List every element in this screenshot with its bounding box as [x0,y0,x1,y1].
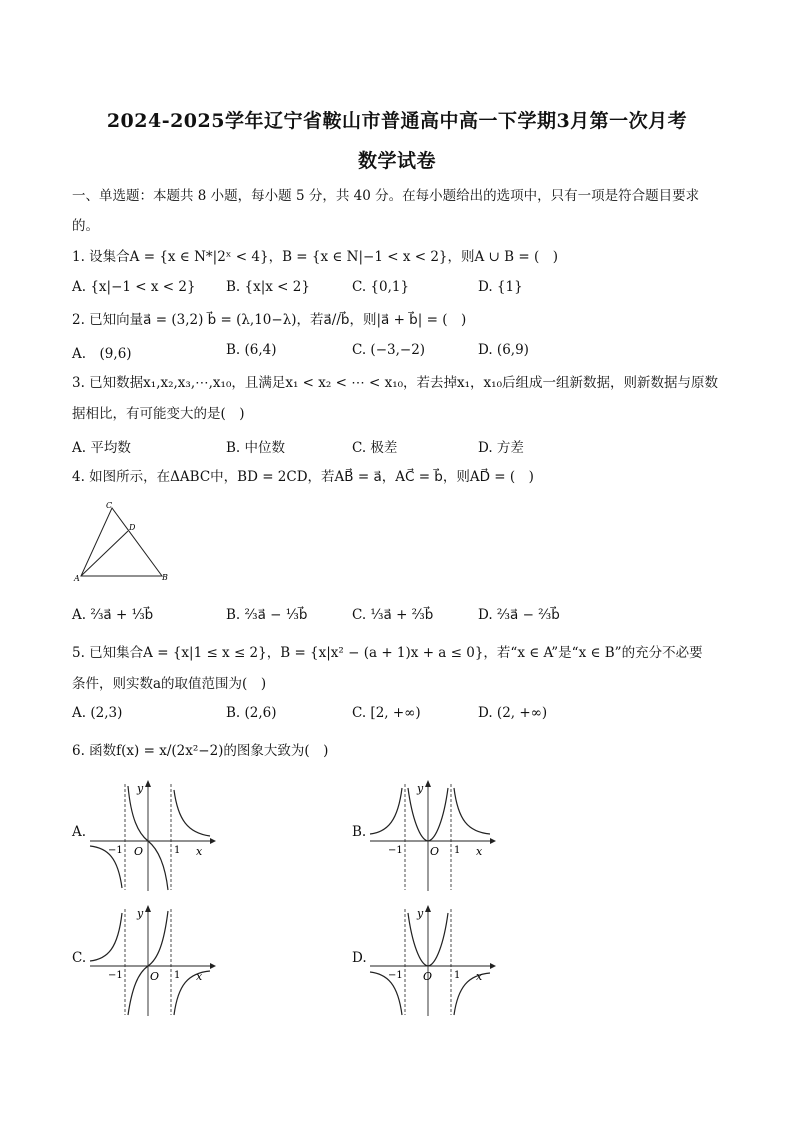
origin-label: O [430,845,440,858]
origin-label: O [134,845,144,858]
segment-ad [81,531,128,576]
tick-label-one: 1 [174,845,181,856]
question-4-stem: 4. 如图所示，在ΔABC中，BD = 2CD，若AB⃗ = a⃗，AC⃗ = b⃗，则AD⃗ = ( ) [72,469,534,485]
q3-option-b: B. 中位数 [226,440,286,456]
y-axis-arrow-icon [145,780,151,787]
q6-option-b-letter: B. [352,824,367,840]
origin-label: O [150,970,160,983]
question-5-stem-line-2: 条件，则实数a的取值范围为( ) [72,676,267,692]
tick-label-neg-one: −1 [108,845,123,856]
x-axis-label: x [196,970,203,983]
y-axis-label: y [137,907,144,920]
question-1-stem: 1. 设集合A = {x ∈ N*|2ˣ < 4}，B = {x ∈ N|−1 < x < 2}，则A ∪ B = ( ) [72,249,559,265]
vertex-label-b: B [162,573,168,582]
q2-option-a: A. (9,6) [72,346,132,362]
x-axis-label: x [476,970,483,983]
point-label-d: D [129,523,136,532]
q2-option-b: B. (6,4) [226,342,277,358]
q6-option-a-letter: A. [72,824,87,840]
q4-option-b: B. ⅔a⃗ − ⅓b⃗ [226,607,308,623]
q5-option-a: A. (2,3) [72,705,123,721]
y-axis-arrow-icon [145,905,151,912]
q1-option-d: D. {1} [478,279,523,295]
y-axis-label: y [417,907,424,920]
q1-option-b: B. {x|x < 2} [226,279,310,295]
graph-option-d [368,903,498,1018]
curve-left [370,788,402,834]
question-5-stem-line-1: 5. 已知集合A = {x|1 ≤ x ≤ 2}，B = {x|x² − (a + 1)x + a ≤ 0}，若“x ∈ A”是“x ∈ B”的充分不必要 [72,645,703,661]
y-axis-arrow-icon [425,905,431,912]
x-axis-label: x [476,845,483,858]
tick-label-one: 1 [454,970,461,981]
section-intro-line-1: 一、单选题：本题共 8 小题，每小题 5 分，共 40 分。在每小题给出的选项中，只有一项是符合题目要求 [72,188,700,204]
q6-option-d-letter: D. [352,950,367,966]
triangle-figure [72,498,182,588]
q1-option-a: A. {x|−1 < x < 2} [72,279,196,295]
q1-option-c: C. {0,1} [352,279,410,295]
q4-option-c: C. ⅓a⃗ + ⅔b⃗ [352,607,434,623]
exam-title: 2024-2025学年辽宁省鞍山市普通高中高一下学期3月第一次月考 [106,110,688,132]
tick-label-neg-one: −1 [388,845,403,856]
tick-label-neg-one: −1 [108,970,123,981]
graph-option-a [88,778,218,893]
graph-option-b [368,778,498,893]
tick-label-one: 1 [174,970,181,981]
q5-option-c: C. [2, +∞) [352,705,421,721]
question-2-stem: 2. 已知向量a⃗ = (3,2) b⃗ = (λ,10−λ)，若a⃗//b⃗，则|a⃗ + b⃗| = ( ) [72,312,467,328]
q3-option-a: A. 平均数 [72,440,131,456]
curve-right [174,790,210,836]
x-axis-arrow-icon [210,963,216,969]
q5-option-b: B. (2,6) [226,705,277,721]
q4-option-a: A. ⅔a⃗ + ⅓b⃗ [72,607,154,623]
q3-option-d: D. 方差 [478,440,524,456]
q2-option-d: D. (6,9) [478,342,529,358]
origin-label: O [423,970,433,983]
exam-subtitle: 数学试卷 [357,150,436,172]
tick-label-neg-one: −1 [388,970,403,981]
y-axis-label: y [137,782,144,795]
triangle-abc [81,508,162,576]
x-axis-arrow-icon [490,838,496,844]
x-axis-arrow-icon [490,963,496,969]
vertex-label-c: C [106,501,113,510]
y-axis-arrow-icon [425,780,431,787]
tick-label-one: 1 [454,845,461,856]
curve-right [454,788,490,834]
question-3-stem-line-2: 据相比，有可能变大的是( ) [72,406,245,422]
x-axis-label: x [196,845,203,858]
q5-option-d: D. (2, +∞) [478,705,548,721]
q6-option-c-letter: C. [72,950,87,966]
y-axis-label: y [417,782,424,795]
curve-left [90,913,122,961]
section-intro-line-2: 的。 [72,218,99,234]
q4-option-d: D. ⅔a⃗ − ⅔b⃗ [478,607,560,623]
question-6-stem: 6. 函数f(x) = x/(2x²−2)的图象大致为( ) [72,743,329,759]
vertex-label-a: A [74,574,80,583]
x-axis-arrow-icon [210,838,216,844]
question-3-stem-line-1: 3. 已知数据x₁,x₂,x₃,⋯,x₁₀，且满足x₁ < x₂ < ⋯ < x₁₀，若去掉x₁，x₁₀后组成一组新数据，则新数据与原数 [72,375,718,391]
graph-option-c [88,903,218,1018]
q3-option-c: C. 极差 [352,440,398,456]
q2-option-c: C. (−3,−2) [352,342,426,358]
